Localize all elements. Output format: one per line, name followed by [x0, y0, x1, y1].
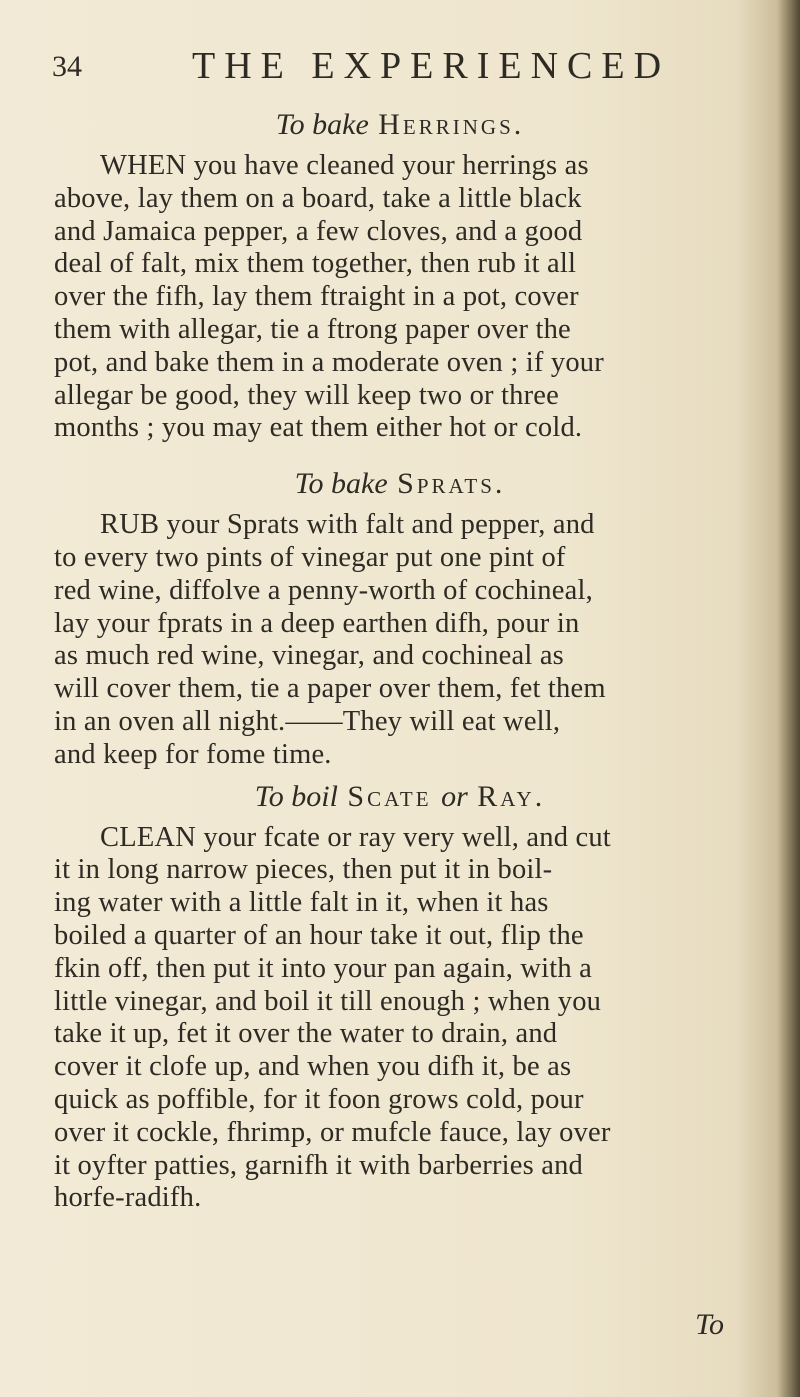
recipe-heading-herrings: To bake Herrings. [275, 108, 525, 141]
text-line: above, lay them on a board, take a little black [54, 182, 582, 214]
recipe-text-sprats [54, 509, 746, 771]
text-line: little vinegar, and boil it till enough ; when you [54, 985, 602, 1017]
text-line: allegar be good, they will keep two or three [54, 379, 560, 411]
text-line: take it up, fet it over the water to drain, and [54, 1018, 558, 1050]
text-line: quick as poffible, for it foon grows cold, pour [54, 1083, 584, 1115]
recipe-heading-sprats: To bake Sprats. [294, 467, 506, 501]
text-line: over it cockle, fhrimp, or mufcle fauce, lay over [54, 1116, 611, 1148]
catchword: To [695, 1308, 724, 1341]
page-edge-shadow [778, 0, 800, 1397]
text-line: it oyfter patties, garnifh it with barberries and [54, 1149, 583, 1181]
recipe-heading-scate: To boil Scate or Ray. [254, 779, 546, 813]
recipe-text-herrings [54, 150, 746, 445]
page-body [54, 100, 746, 1215]
text-line: boiled a quarter of an hour take it out, flip the [54, 919, 584, 951]
text-line: ing water with a little falt in it, when it has [54, 887, 549, 919]
page-number: 34 [52, 50, 82, 83]
text-line: horfe-radifh. [54, 1182, 202, 1214]
text-line: fkin off, then put it into your pan again, with a [54, 952, 593, 984]
text-line: RUB your Sprats with falt and pepper, and [100, 509, 595, 541]
text-line: cover it clofe up, and when you difh it, be as [54, 1051, 572, 1083]
text-line: pot, and bake them in a moderate oven ; if your [54, 346, 604, 378]
text-line: to every two pints of vinegar put one pint of [54, 541, 566, 573]
text-line: lay your fprats in a deep earthen difh, pour in [54, 607, 580, 639]
recipe-text-scate [54, 822, 746, 1216]
text-line: will cover them, tie a paper over them, fet them [54, 673, 606, 705]
page-header [52, 42, 692, 102]
text-line: CLEAN your fcate or ray very well, and cut [100, 821, 611, 853]
text-line: it in long narrow pieces, then put it in boil- [54, 854, 553, 886]
text-line: WHEN you have cleaned your herrings as [100, 150, 589, 181]
running-head: THE EXPERIENCED [192, 45, 671, 87]
text-line: months ; you may eat them either hot or cold. [54, 412, 583, 444]
text-line: red wine, diffolve a penny-worth of cochineal, [54, 574, 593, 606]
text-line: as much red wine, vinegar, and cochineal as [54, 640, 564, 672]
text-line: and Jamaica pepper, a few cloves, and a good [54, 215, 583, 247]
text-line: deal of falt, mix them together, then rub it all [54, 248, 577, 280]
text-line: them with allegar, tie a ftrong paper over the [54, 313, 571, 345]
text-line: over the fifh, lay them ftraight in a pot, cover [54, 281, 579, 313]
text-line: in an oven all night.——They will eat well, [54, 705, 561, 737]
text-line: and keep for fome time. [54, 738, 332, 770]
